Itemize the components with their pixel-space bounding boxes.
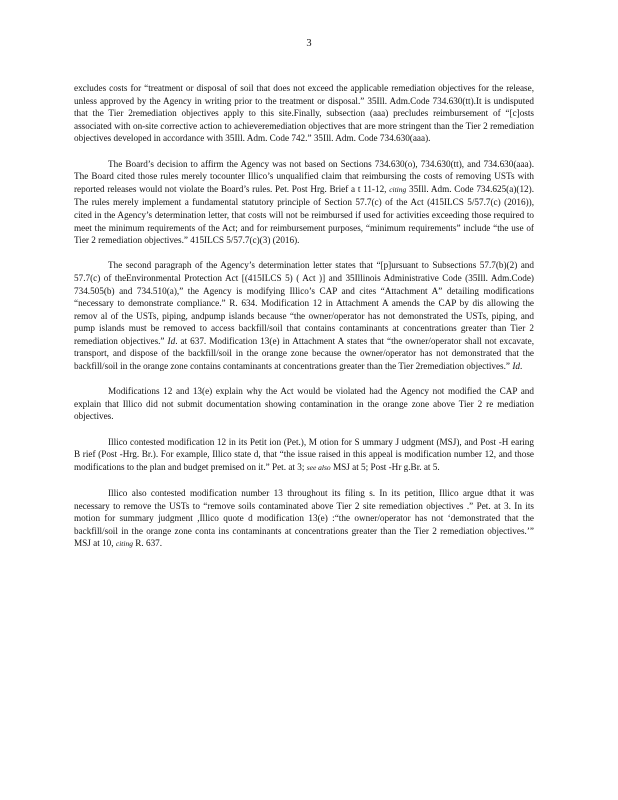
paragraph-board-decision	[74, 158, 534, 247]
paragraph-text: R. 637.	[132, 538, 163, 549]
paragraph-text: Illico contested modification 12 in its Petit ion (Pet.), M otion for S ummary J udgment (MSJ), and Post -H earing B rief (Post -Hrg. Br.). For example, Illico state d, that “the issue raised in this appeal is modification number 12, and those modifications to the plan and budget premised on it.” Pet. at 3;	[74, 436, 534, 472]
paragraph-modifications	[74, 385, 534, 423]
paragraph-text: .	[519, 361, 523, 372]
paragraph-text: 35Ill. Adm. Code 734.625(a)(12). The rules merely implement a fundamental statutory principle of Section 57.7(c) of the Act (415ILCS 5/57.7(c) (2016)), cited in the Agency’s determination letter, that costs will not be reimbursed if used for activities exceeding those required to meet the minimum requirements of the Act; and for reimbursement purposes, “minimum requirements” include “the use of Tier 2 remediation objectives.” 415ILCS 5/57.7(c)(3) (2016).	[74, 183, 534, 246]
paragraph-continued	[74, 82, 534, 145]
paragraph-text: Modifications 12 and 13(e) explain why the Act would be violated had the Agency not modified the CAP and explain that Illico did not submit documentation showing contamination in the orange zone above Tier 2 re mediation objectives.	[74, 386, 534, 422]
paragraph-text: excludes costs for “treatment or disposal of soil that does not exceed the applicable remediation objectives for the release, unless approved by the Agency in writing prior to the treatment or disposal.” 35Ill. Adm.Code 734.630(tt).It is undisputed that the Tier 2remediation objectives apply to this site.Finally, subsection (aaa) precludes reimbursement of “[c]osts associated with on-site corrective action to achieveremediation objectives that are more stringent than the Tier 2 remediation objectives developed in accordance with 35Ill. Adm. Code 742.” 35Ill. Adm. Code 734.630(aaa).	[74, 83, 534, 144]
paragraph-illico-also	[74, 487, 534, 551]
paragraph-text: Illico also contested modification number 13 throughout its filing s. In its petition, Illico argue dthat it was necessary to remove the USTs to “remove soils contaminated above Tier 2 site remediation objectives .” Pet. at 3. In its motion for summary judgment ,Illico quote d modification 13(e) :“the owner/operator has not ‘demonstrated that the backfill/soil in the orange zone conta ins contaminants at concentrations greater than the Tier 2 remediation objectives.’” MSJ at 10,	[74, 488, 534, 549]
paragraph-text: MSJ at 5; Post -Hr g.Br. at 5.	[330, 461, 440, 472]
citation-signal-id: Id	[512, 361, 520, 372]
citation-signal-cite: citing	[115, 539, 133, 549]
page-number: 3	[306, 38, 312, 49]
paragraph-text: The Board’s decision to affirm the Agency was not based on Sections 734.630(o), 734.630(tt), and 734.630(aaa). The Board cited those rules merely tocounter Illico’s unqualified claim that reimbursing the costs of removing USTs with reported releases would not violate the Board’s rules. Pet. Post Hrg. Brief a t 11-12,	[74, 158, 534, 194]
document-body	[74, 82, 534, 564]
citation-signal-cite: see also	[306, 462, 331, 472]
citation-signal-cite: citing	[389, 184, 407, 194]
paragraph-text: . at 637. Modification 13(e) in Attachment A states that “the owner/operator shall not excavate, transport, and dispose of the backfill/soil in the orange zone because the owner/operator has not demonstrated that the backfill/soil in the orange zone contains contaminants at concentrations greater than the Tier 2remediation objectives.”	[74, 335, 534, 372]
paragraph-text: The second paragraph of the Agency’s determination letter states that “[p]ursuant to Subsections 57.7(b)(2) and 57.7(c) of theEnvironmental Protection Act [(415ILCS 5) ( Act )] and 35Illinois Administrative Code (35Ill. Adm.Code) 734.505(b) and 734.510(a),” the Agency is modifying Illico’s CAP and cites “Attachment A” detailing modifications “necessary to demonstrate compliance.” R. 634. Modification 12 in Attachment A amends the CAP by dis allowing the remov al of the USTs, piping, andpump islands because “the owner/operator has not demonstrated the USTs, piping, and pump islands must be removed to access backfill/soil that contains contaminants at concentrations greater than Tier 2 remediation objectives.”	[74, 260, 534, 346]
paragraph-second-paragraph	[74, 259, 534, 372]
citation-signal-id: Id	[167, 335, 176, 346]
paragraph-illico-contested	[74, 436, 534, 475]
